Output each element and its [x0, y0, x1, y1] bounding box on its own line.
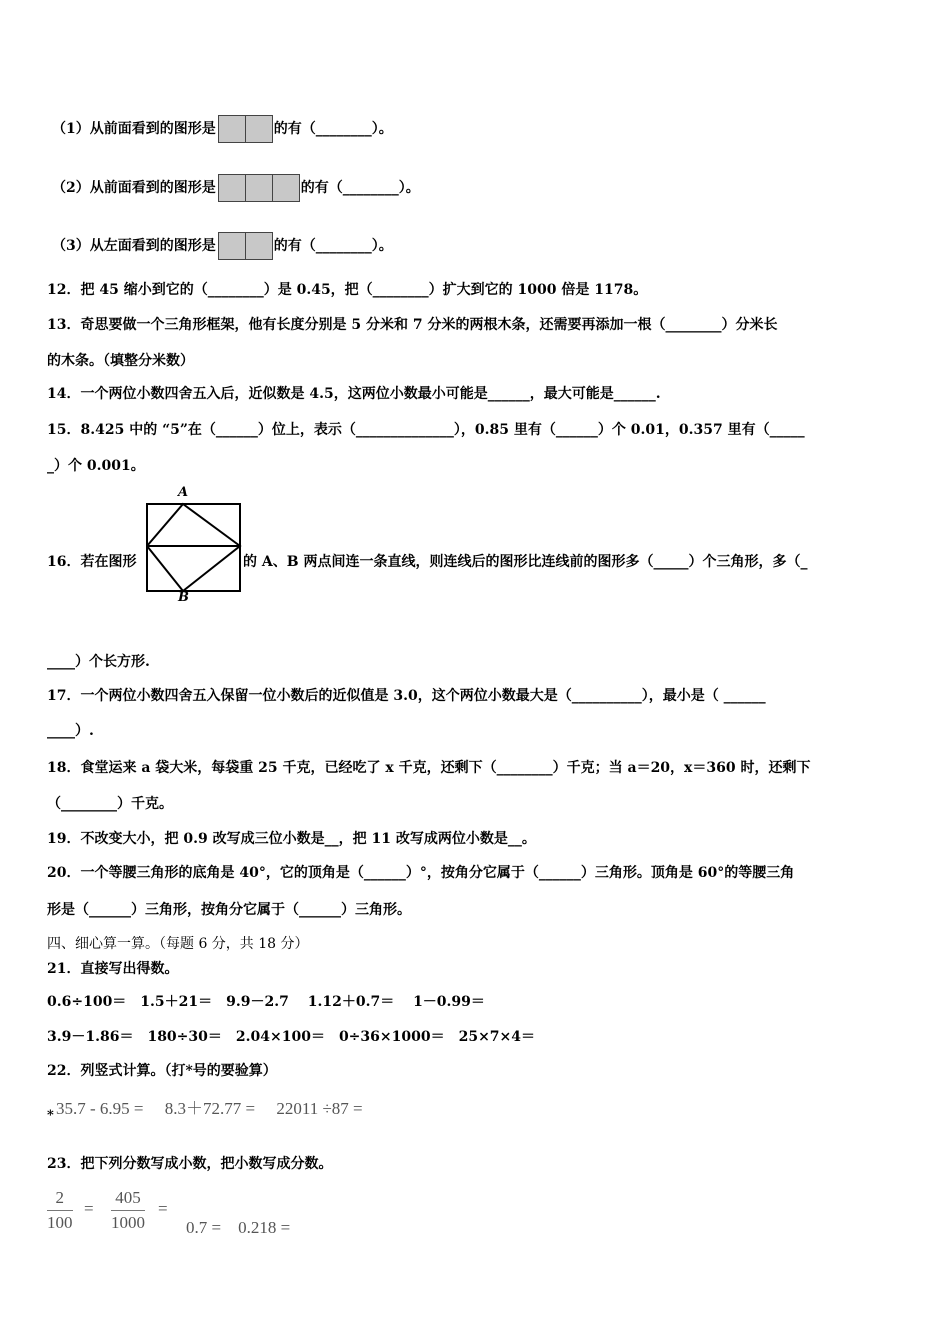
question-23-decimals: 0.7 = 0.218 =: [186, 1218, 291, 1237]
question-15-line1: 15．8.425 中的 “5”在（______）位上，表示（______________），0.85 里有（______）个 0.01，0.357 里有（_____: [47, 422, 805, 438]
question-19: 19．不改变大小，把 0.9 改写成三位小数是__，把 11 改写成两位小数是__。: [47, 831, 536, 847]
question-12: 12．把 45 缩小到它的（________）是 0.45，把（________）扩大到它的 1000 倍是 1178。: [47, 282, 648, 298]
fraction-2-bar: [111, 1210, 145, 1211]
point-a-label: A: [178, 485, 189, 500]
question-18-line2: （________）千克。: [47, 796, 173, 812]
question-22-star: *: [47, 1108, 54, 1123]
question-17-line1: 17．一个两位小数四舍五入保留一位小数后的近似值是 3.0，这个两位小数最大是（__________），最小是（ ______: [47, 688, 766, 704]
fraction-1-numerator: 2: [55, 1188, 64, 1207]
point-b-label: B: [178, 590, 189, 605]
q11-sub2-suffix: 的有（________）。: [300, 180, 420, 196]
question-14: 14．一个两位小数四舍五入后，近似数是 4.5，这两位小数最小可能是______，最大可能是______.: [47, 386, 661, 402]
two-square-front-view: [218, 115, 272, 143]
question-23-title: 23．把下列分数写成小数，把小数写成分数。: [47, 1156, 333, 1172]
q11-sub2-prefix: （2）从前面看到的图形是: [52, 180, 216, 196]
question-21-row2: 3.9－1.86＝ 180÷30＝ 2.04×100＝ 0÷36×1000＝ 25×7×4＝: [47, 1029, 536, 1045]
q11-sub1: [52, 115, 393, 143]
question-21-title: 21．直接写出得数。: [47, 961, 179, 977]
two-square-left-view: [218, 232, 272, 260]
q11-sub3-prefix: （3）从左面看到的图形是: [52, 238, 216, 254]
rectangle-diamond-diagram: [146, 488, 242, 606]
fraction-405-over-1000: [111, 1188, 145, 1233]
question-15-line2: _）个 0.001。: [47, 458, 145, 474]
question-13-line2: 的木条。（填整分米数）: [47, 353, 194, 369]
equals-sign-2: =: [158, 1199, 168, 1218]
question-16-line2: ____）个长方形.: [47, 654, 150, 670]
q11-sub2: [52, 174, 420, 202]
question-20-line2: 形是（______）三角形，按角分它属于（______）三角形。: [47, 902, 411, 918]
question-16-suffix: 的 A、B 两点间连一条直线，则连线后的图形比连线前的图形多（_____）个三角形，多（_: [243, 554, 808, 570]
q11-sub1-prefix: （1）从前面看到的图形是: [52, 121, 216, 137]
rectangle-diamond-figure: [146, 485, 242, 606]
question-13-line1: 13．奇思要做一个三角形框架，他有长度分别是 5 分米和 7 分米的两根木条，还需要再添加一根（________）分米长: [47, 317, 778, 333]
q11-sub1-suffix: 的有（________）。: [273, 121, 393, 137]
question-22-title: 22．列竖式计算。（打*号的要验算）: [47, 1063, 277, 1079]
equals-sign-1: =: [84, 1199, 94, 1218]
three-square-front-view: [218, 174, 299, 202]
question-16-prefix: 16．若在图形: [47, 554, 137, 570]
fraction-1-bar: [47, 1210, 73, 1211]
question-18-line1: 18．食堂运来 a 袋大米，每袋重 25 千克，已经吃了 x 千克，还剩下（________）千克；当 a＝20，x＝360 时，还剩下: [47, 760, 811, 776]
fraction-2-numerator: 405: [115, 1188, 141, 1207]
fraction-2-denominator: 1000: [111, 1213, 145, 1232]
question-20-line1: 20．一个等腰三角形的底角是 40°，它的顶角是（______）°，按角分它属于（______）三角形。顶角是 60°的等腰三角: [47, 865, 795, 881]
q11-sub3: [52, 232, 393, 260]
question-22-expressions: 35.7 - 6.95 = 8.3＋72.77 = 22011 ÷87 =: [56, 1099, 363, 1118]
fraction-1-denominator: 100: [47, 1213, 73, 1232]
fraction-2-over-100: [47, 1188, 73, 1233]
section-4-heading: 四、细心算一算。（每题 6 分，共 18 分）: [47, 936, 309, 952]
question-17-line2: ____）.: [47, 723, 94, 739]
question-21-row1: 0.6÷100＝ 1.5＋21＝ 9.9－2.7 1.12＋0.7＝ 1－0.99＝: [47, 994, 485, 1010]
q11-sub3-suffix: 的有（________）。: [273, 238, 393, 254]
